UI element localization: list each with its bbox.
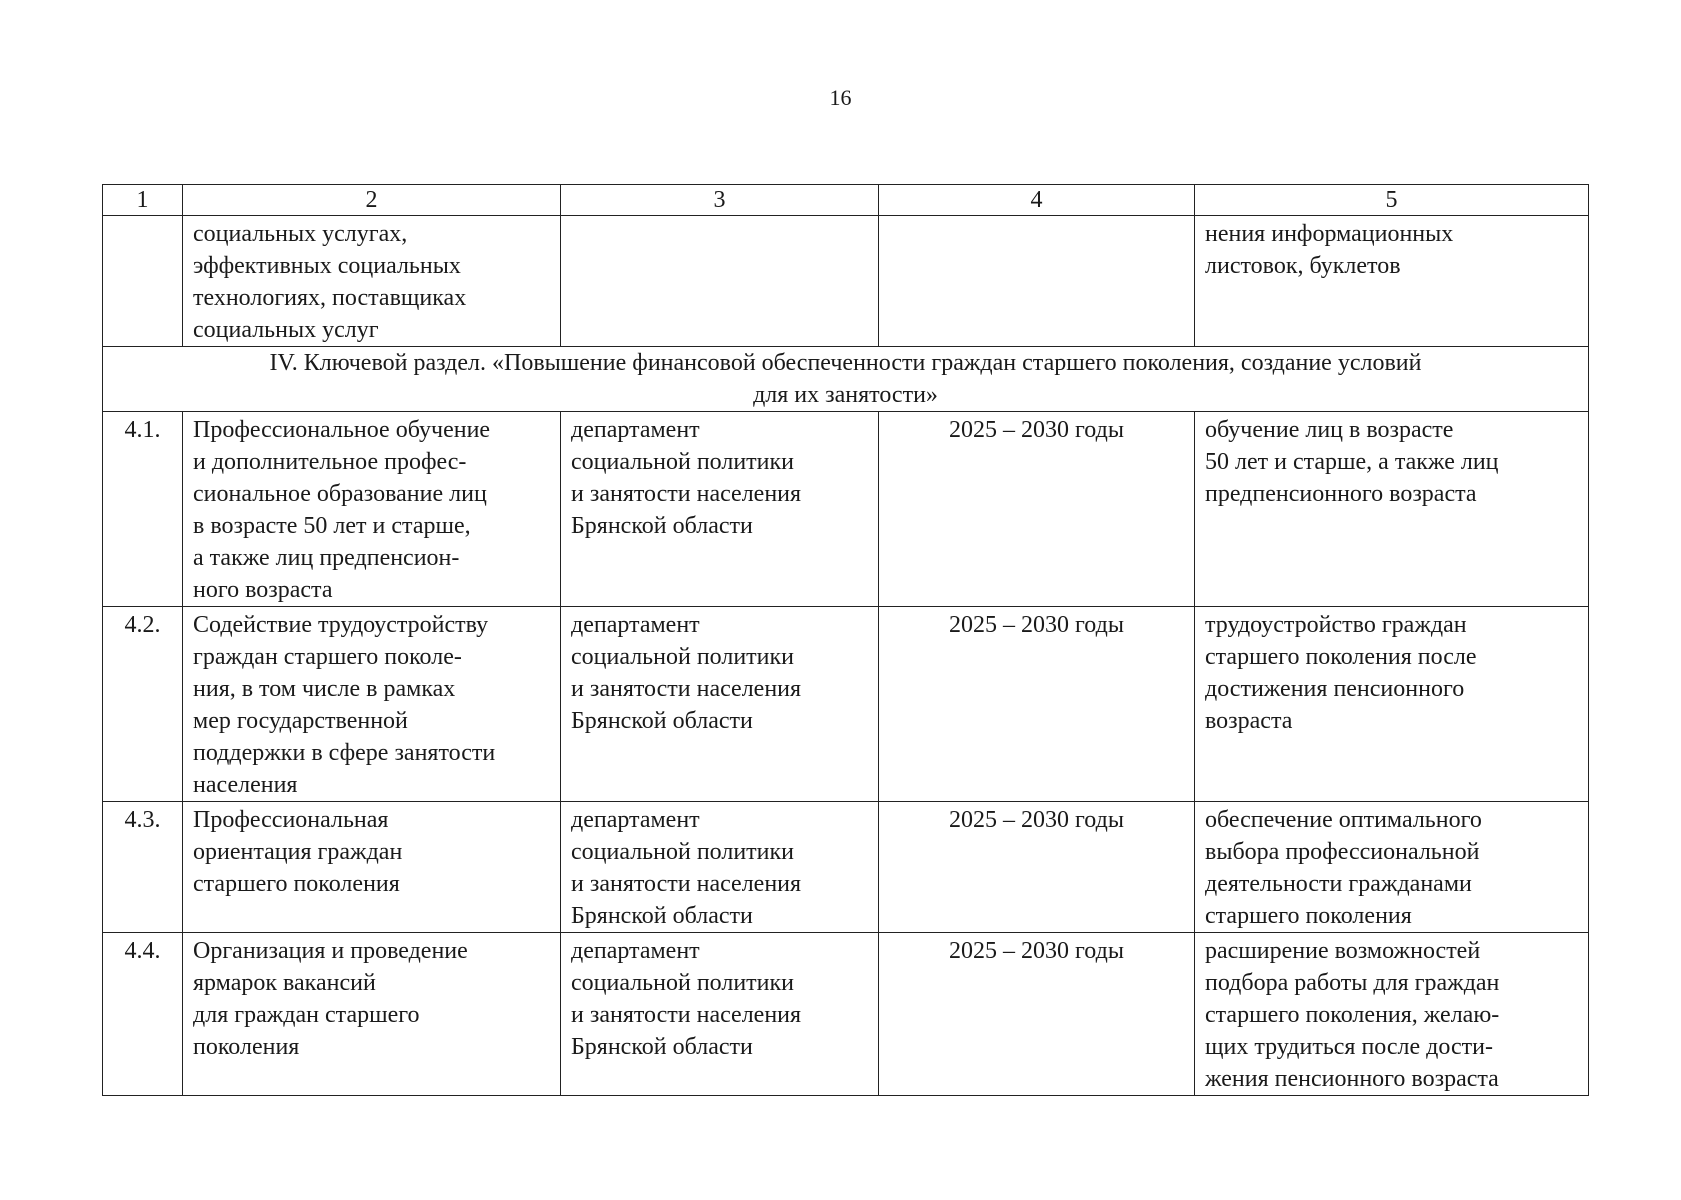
period-cell: [879, 216, 1195, 347]
event-cell: Профессиональная ориентация граждан старшего поколения: [183, 802, 561, 933]
table-row: [103, 802, 1589, 933]
result-cell: обеспечение оптимального выбора профессиональной деятельности гражданами старшего поколения: [1195, 802, 1589, 933]
executor-cell: департамент социальной политики и занятости населения Брянской области: [561, 933, 879, 1096]
table-header-row: [103, 185, 1589, 216]
column-header-5: 5: [1195, 185, 1589, 216]
period-cell: 2025 – 2030 годы: [879, 607, 1195, 802]
row-number-cell: 4.2.: [103, 607, 183, 802]
period-cell: 2025 – 2030 годы: [879, 802, 1195, 933]
executor-cell: департамент социальной политики и занятости населения Брянской области: [561, 607, 879, 802]
column-header-2: 2: [183, 185, 561, 216]
executor-cell: департамент социальной политики и занятости населения Брянской области: [561, 802, 879, 933]
page-number: 16: [829, 85, 852, 110]
section-heading-row: [103, 347, 1589, 412]
event-cell: Содействие трудоустройству граждан старшего поколе- ния, в том числе в рамках мер государственной поддержки в сфере занятости населения: [183, 607, 561, 802]
period-cell: 2025 – 2030 годы: [879, 933, 1195, 1096]
row-number-cell: 4.3.: [103, 802, 183, 933]
period-cell: 2025 – 2030 годы: [879, 412, 1195, 607]
table-row-continuation: [103, 216, 1589, 347]
table-row: [103, 933, 1589, 1096]
document-table: [102, 184, 1589, 1096]
event-cell: Профессиональное обучение и дополнительное профес- сиональное образование лиц в возрасте 50 лет и старше, а также лиц предпенсион- ного возраста: [183, 412, 561, 607]
row-number-cell: 4.4.: [103, 933, 183, 1096]
section-heading: IV. Ключевой раздел. «Повышение финансовой обеспеченности граждан старшего поколения, создание условий для их занятости»: [103, 347, 1589, 412]
result-cell: обучение лиц в возрасте 50 лет и старше, а также лиц предпенсионного возраста: [1195, 412, 1589, 607]
column-header-1: 1: [103, 185, 183, 216]
row-number-cell: 4.1.: [103, 412, 183, 607]
column-header-3: 3: [561, 185, 879, 216]
column-header-4: 4: [879, 185, 1195, 216]
executor-cell: [561, 216, 879, 347]
table-row: [103, 412, 1589, 607]
row-number-cell: [103, 216, 183, 347]
table-row: [103, 607, 1589, 802]
result-cell: трудоустройство граждан старшего поколения после достижения пенсионного возраста: [1195, 607, 1589, 802]
event-cell: социальных услугах, эффективных социальных технологиях, поставщиках социальных услуг: [183, 216, 561, 347]
event-cell: Организация и проведение ярмарок вакансий для граждан старшего поколения: [183, 933, 561, 1096]
result-cell: нения информационных листовок, буклетов: [1195, 216, 1589, 347]
result-cell: расширение возможностей подбора работы для граждан старшего поколения, желаю- щих трудиться после дости- жения пенсионного возраста: [1195, 933, 1589, 1096]
executor-cell: департамент социальной политики и занятости населения Брянской области: [561, 412, 879, 607]
